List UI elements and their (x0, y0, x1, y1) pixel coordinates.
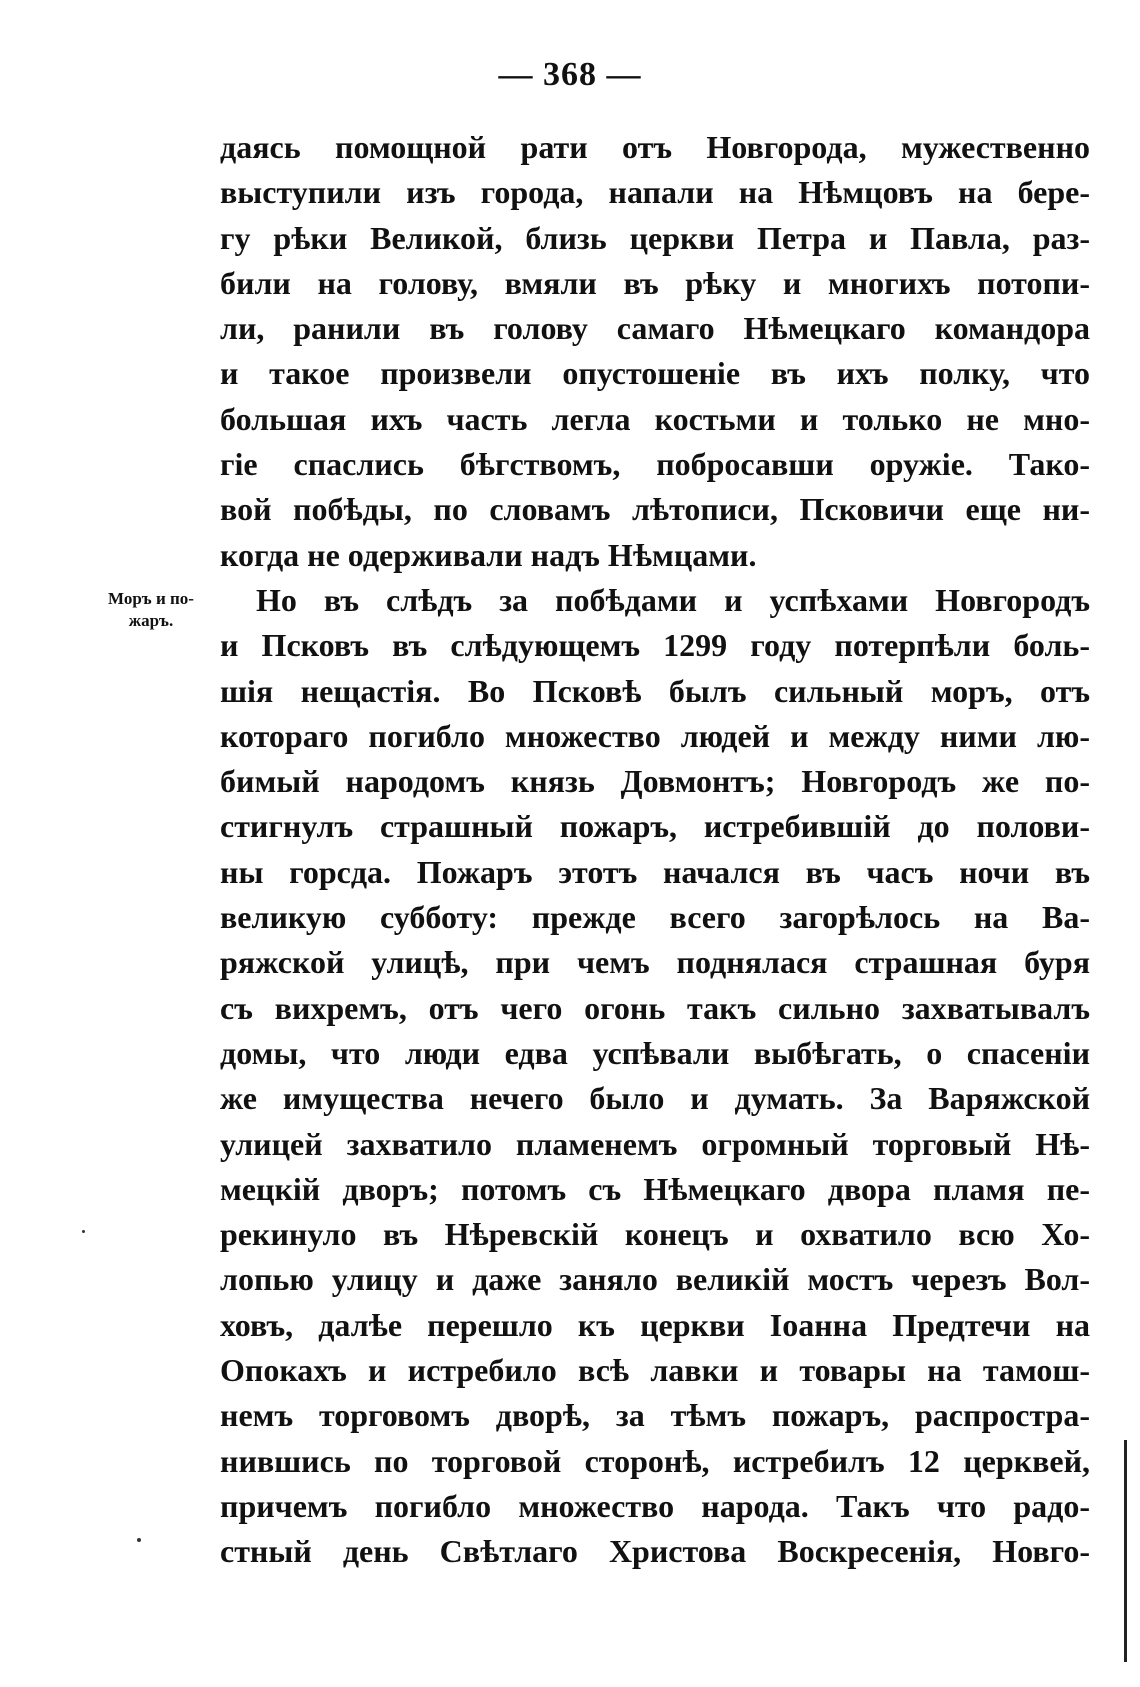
text-line: немъ торговомъ дворѣ, за тѣмъ пожаръ, распростра- (220, 1397, 1090, 1434)
text-line: домы, что люди едва успѣвали выбѣгать, о спасеніи (220, 1034, 1090, 1071)
page-number: — 368 — (498, 56, 642, 93)
ink-speck (82, 1230, 85, 1233)
text-line: Опокахъ и истребило всѣ лавки и товары на тамош- (220, 1352, 1090, 1389)
text-line: ны горсда. Пожаръ этотъ начался въ часъ ночи въ (220, 853, 1090, 890)
text-line: нившись по торговой сторонѣ, истребилъ 12 церквей, (220, 1442, 1090, 1479)
text-line: били на голову, вмяли въ рѣку и многихъ потопи- (220, 264, 1090, 301)
text-line: и такое произвели опустошеніе въ ихъ полку, что (220, 355, 1090, 392)
text-line: гіе спаслись бѣгствомъ, побросавши оружіе. Тако- (220, 446, 1090, 483)
body-text (220, 125, 1090, 1575)
text-line: же имущества нечего было и думать. За Варяжской (220, 1080, 1090, 1117)
text-line: гу рѣки Великой, близь церкви Петра и Павла, раз- (220, 219, 1090, 256)
text-line: улицей захватило пламенемъ огромный торговый Нѣ- (220, 1125, 1090, 1162)
marginal-note-line: Моръ и по- (108, 589, 194, 608)
ink-speck (137, 1538, 141, 1542)
text-line: вой побѣды, по словамъ лѣтописи, Псковичи еще ни- (220, 491, 1090, 528)
text-line: великую субботу: прежде всего загорѣлось на Ва- (220, 899, 1090, 936)
text-line: стигнулъ страшный пожаръ, истребившій до полови- (220, 808, 1090, 845)
marginal-note (86, 588, 216, 632)
page-edge-rule (1124, 1440, 1127, 1662)
text-line: съ вихремъ, отъ чего огонь такъ сильно захватывалъ (220, 989, 1090, 1026)
text-line: когда не одерживали надъ Нѣмцами. (220, 536, 757, 573)
text-line: причемъ погибло множество народа. Такъ что радо- (220, 1487, 1090, 1524)
text-line: ли, ранили въ голову самаго Нѣмецкаго командора (220, 310, 1090, 347)
text-line: мецкій дворъ; потомъ съ Нѣмецкаго двора пламя пе- (220, 1170, 1090, 1207)
text-line: шія нещастія. Во Псковѣ былъ сильный моръ, отъ (220, 672, 1090, 709)
text-line: ховъ, далѣе перешло къ церкви Іоанна Предтечи на (220, 1306, 1090, 1343)
text-line: большая ихъ часть легла костьми и только не мно- (220, 400, 1090, 437)
text-line: рекинуло въ Нѣревскій конецъ и охватило всю Хо- (220, 1216, 1090, 1253)
text-line: стный день Свѣтлаго Христова Воскресенія, Новго- (220, 1533, 1090, 1570)
paragraph-first-line: Но въ слѣдъ за побѣдами и успѣхами Новгородъ (256, 581, 1090, 618)
text-line: ряжской улицѣ, при чемъ поднялася страшная буря (220, 944, 1090, 981)
text-line: и Псковъ въ слѣдующемъ 1299 году потерпѣли боль- (220, 627, 1090, 664)
text-line: даясь помощной рати отъ Новгорода, мужественно (220, 129, 1090, 165)
text-line: лопью улицу и даже заняло великій мостъ черезъ Вол- (220, 1261, 1090, 1298)
text-line: котораго погибло множество людей и между ними лю- (220, 717, 1090, 754)
marginal-note-line: жаръ. (128, 611, 174, 630)
text-line: бимый народомъ князь Довмонтъ; Новгородъ же по- (220, 763, 1090, 800)
text-line: выступили изъ города, напали на Нѣмцовъ на бере- (220, 174, 1090, 211)
